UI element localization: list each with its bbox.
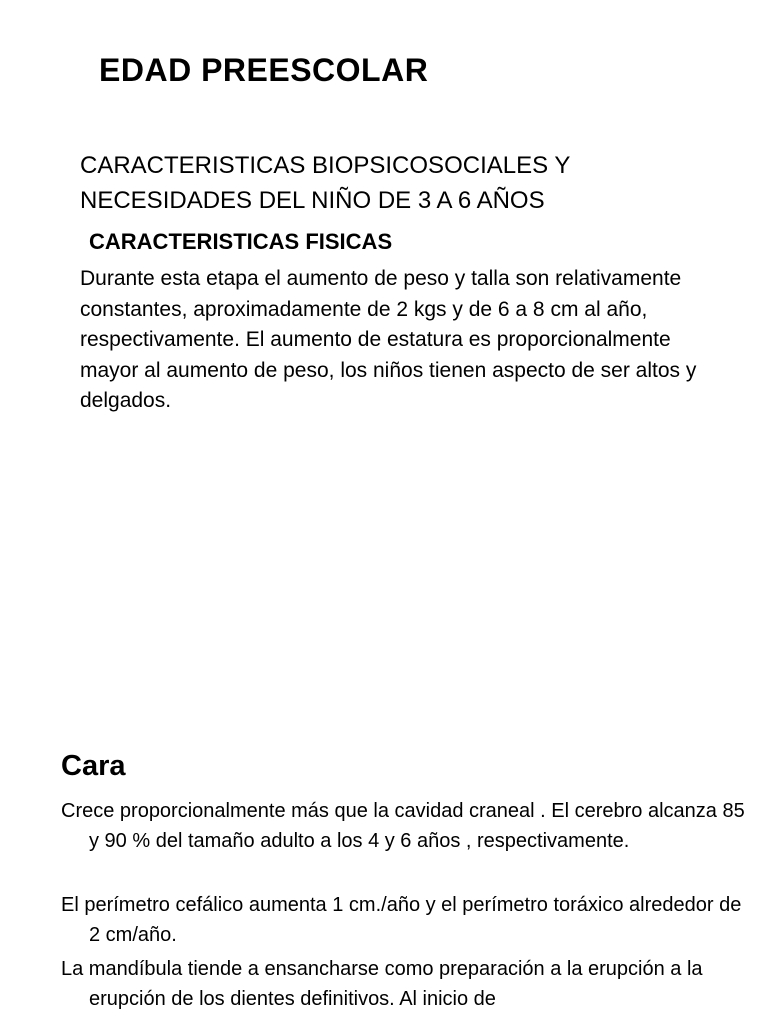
paragraph-cavidad-craneal: Crece proporcionalmente más que la cavidad craneal . El cerebro alcanza 85 y 90 % del tamaño adulto a los 4 y 6 años , respectivamente. xyxy=(61,800,745,852)
paragraph-perimetro-cefalico: El perímetro cefálico aumenta 1 cm./año y el perímetro toráxico alrededor de 2 cm/año. xyxy=(61,894,742,946)
slide-cara xyxy=(0,700,768,1024)
slide-subtitle xyxy=(80,148,570,218)
subtitle-line-2: NECESIDADES DEL NIÑO DE 3 A 6 AÑOS xyxy=(80,187,545,214)
paragraph-mandibula: La mandíbula tiende a ensancharse como preparación a la erupción a la erupción de los dientes definitivos. Al inicio de xyxy=(61,958,703,1010)
subtitle-line-1: CARACTERISTICAS BIOPSICOSOCIALES Y xyxy=(80,152,571,179)
slide-heading: Cara xyxy=(61,750,126,782)
slide-title: EDAD PREESCOLAR xyxy=(99,52,429,88)
body-paragraph: Durante esta etapa el aumento de peso y talla son relativamente constantes, aproximadamente de 2 kgs y de 6 a 8 cm al año, respectivamente. El aumento de estatura es proporcionalmente mayor al aumento de peso, los niños tienen aspecto de ser altos y delgados. xyxy=(80,267,697,412)
section-heading: CARACTERISTICAS FISICAS xyxy=(89,229,393,254)
